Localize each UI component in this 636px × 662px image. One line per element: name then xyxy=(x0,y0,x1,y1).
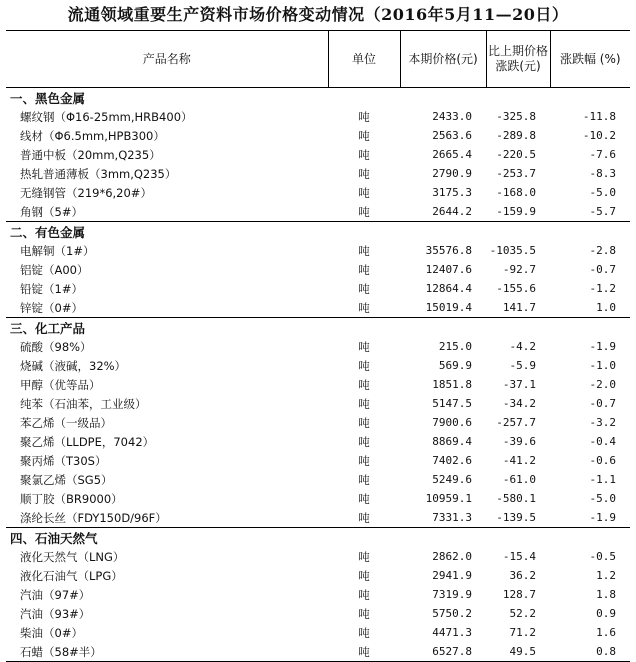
section-row xyxy=(6,222,630,242)
change-cell: -159.9 xyxy=(496,205,536,218)
price-cell: 8869.4 xyxy=(432,435,472,448)
table-row xyxy=(6,432,630,451)
price-cell: 7331.3 xyxy=(432,511,472,524)
product-name: 顺丁胶（BR9000） xyxy=(20,491,123,506)
product-name: 铝锭（A00） xyxy=(20,262,89,277)
product-name: 锌锭（0#） xyxy=(20,300,83,315)
unit-cell: 吨 xyxy=(358,166,370,181)
pct-cell: -5.0 xyxy=(589,492,616,505)
change-cell: 128.7 xyxy=(502,588,536,601)
header-change: 比上期价格涨跌(元) xyxy=(486,31,550,88)
pct-cell: -10.2 xyxy=(582,129,616,142)
table-body xyxy=(6,88,630,662)
page-title: 流通领域重要生产资料市场价格变动情况（2016年5月11—20日） xyxy=(67,5,569,24)
product-name: 汽油（93#） xyxy=(20,606,91,621)
change-cell: -155.6 xyxy=(496,282,536,295)
unit-cell: 吨 xyxy=(358,472,370,487)
table-row xyxy=(6,164,630,183)
pct-cell: -0.6 xyxy=(589,454,616,467)
product-name: 液化天然气（LNG） xyxy=(20,549,125,564)
section-row xyxy=(6,318,630,338)
unit-cell: 吨 xyxy=(358,396,370,411)
pct-cell: -1.2 xyxy=(589,282,616,295)
pct-cell: -8.3 xyxy=(589,167,616,180)
pct-cell: -0.4 xyxy=(589,435,616,448)
unit-cell: 吨 xyxy=(358,358,370,373)
table-row xyxy=(6,375,630,394)
change-cell: -168.0 xyxy=(496,186,536,199)
unit-cell: 吨 xyxy=(358,243,370,258)
product-name: 聚丙烯（T30S） xyxy=(20,453,107,468)
pct-cell: -1.0 xyxy=(589,359,616,372)
pct-cell: -11.8 xyxy=(582,110,616,123)
price-cell: 2644.2 xyxy=(432,205,472,218)
table-row xyxy=(6,279,630,298)
change-cell: -289.8 xyxy=(496,129,536,142)
price-cell: 15019.4 xyxy=(425,301,472,314)
unit-cell: 吨 xyxy=(358,568,370,583)
section-row xyxy=(6,88,630,108)
table-row xyxy=(6,642,630,662)
header-name: 产品名称 xyxy=(6,31,328,88)
unit-cell: 吨 xyxy=(358,147,370,162)
price-cell: 2433.0 xyxy=(432,110,472,123)
pct-cell: -2.0 xyxy=(589,378,616,391)
price-cell: 7319.9 xyxy=(432,588,472,601)
pct-cell: -5.7 xyxy=(589,205,616,218)
product-name: 铅锭（1#） xyxy=(20,281,83,296)
change-cell: -580.1 xyxy=(496,492,536,505)
price-cell: 215.0 xyxy=(438,340,472,353)
product-name: 石蜡（58#半） xyxy=(6,642,328,662)
unit-cell: 吨 xyxy=(358,185,370,200)
change-cell: -34.2 xyxy=(502,397,536,410)
product-name: 角钢（5#） xyxy=(20,204,83,219)
unit-cell: 吨 xyxy=(358,109,370,124)
change-cell: -325.8 xyxy=(496,110,536,123)
product-name: 热轧普通薄板（3mm,Q235） xyxy=(20,166,177,181)
pct-cell: 1.8 xyxy=(596,588,616,601)
table-row xyxy=(6,337,630,356)
table-row xyxy=(6,470,630,489)
table-row xyxy=(6,145,630,164)
pct-cell: -1.1 xyxy=(589,473,616,486)
unit-cell: 吨 xyxy=(358,262,370,277)
unit-cell: 吨 xyxy=(358,128,370,143)
product-name: 普通中板（20mm,Q235） xyxy=(20,147,161,162)
product-name: 涤纶长丝（FDY150D/96F） xyxy=(20,510,167,525)
table-row xyxy=(6,451,630,470)
unit-cell: 吨 xyxy=(358,453,370,468)
price-cell: 5750.2 xyxy=(432,607,472,620)
unit-cell: 吨 xyxy=(358,300,370,315)
pct-cell: 1.2 xyxy=(596,569,616,582)
product-name: 汽油（97#） xyxy=(20,587,91,602)
product-name: 聚乙烯（LLDPE，7042） xyxy=(20,434,155,449)
unit-cell: 吨 xyxy=(328,642,400,662)
pct-cell: 1.6 xyxy=(596,626,616,639)
pct-cell: -1.9 xyxy=(589,511,616,524)
change-cell: -41.2 xyxy=(502,454,536,467)
table-row xyxy=(6,489,630,508)
product-name: 纯苯（石油苯，工业级） xyxy=(20,396,147,411)
product-name: 聚氯乙烯（SG5） xyxy=(20,472,113,487)
table-row xyxy=(6,413,630,432)
price-cell: 1851.8 xyxy=(432,378,472,391)
section-label: 一、黑色金属 xyxy=(10,90,86,106)
product-name: 线材（Φ6.5mm,HPB300） xyxy=(20,128,165,143)
change-cell: -1035.5 xyxy=(489,244,536,257)
price-cell: 3175.3 xyxy=(432,186,472,199)
price-cell: 10959.1 xyxy=(425,492,472,505)
change-cell: -220.5 xyxy=(496,148,536,161)
price-cell: 7402.6 xyxy=(432,454,472,467)
price-cell: 5249.6 xyxy=(432,473,472,486)
unit-cell: 吨 xyxy=(358,434,370,449)
product-name: 柴油（0#） xyxy=(20,625,83,640)
change-cell: -139.5 xyxy=(496,511,536,524)
change-cell: 141.7 xyxy=(502,301,536,314)
pct-cell: -7.6 xyxy=(589,148,616,161)
price-cell: 12407.6 xyxy=(425,263,472,276)
unit-cell: 吨 xyxy=(358,510,370,525)
price-cell: 2790.9 xyxy=(432,167,472,180)
price-table xyxy=(6,30,630,662)
product-name: 甲醇（优等品） xyxy=(20,377,101,392)
product-name: 硫酸（98%） xyxy=(20,339,92,354)
pct-cell: -5.0 xyxy=(589,186,616,199)
change-cell: -39.6 xyxy=(502,435,536,448)
product-name: 苯乙烯（一级品） xyxy=(20,415,112,430)
table-row xyxy=(6,585,630,604)
change-cell: -37.1 xyxy=(502,378,536,391)
unit-cell: 吨 xyxy=(358,204,370,219)
change-cell: 71.2 xyxy=(509,626,536,639)
product-name: 电解铜（1#） xyxy=(20,243,95,258)
product-name: 无缝钢管（219*6,20#） xyxy=(20,185,152,200)
table-row xyxy=(6,566,630,585)
header-price: 本期价格(元) xyxy=(400,31,486,88)
price-cell: 5147.5 xyxy=(432,397,472,410)
change-cell: 52.2 xyxy=(509,607,536,620)
table-row xyxy=(6,604,630,623)
price-cell: 35576.8 xyxy=(425,244,472,257)
change-cell: -61.0 xyxy=(502,473,536,486)
product-name: 螺纹钢（Φ16-25mm,HRB400） xyxy=(20,109,193,124)
price-cell: 12864.4 xyxy=(425,282,472,295)
header-unit: 单位 xyxy=(328,31,400,88)
pct-cell: -2.8 xyxy=(589,244,616,257)
unit-cell: 吨 xyxy=(358,587,370,602)
table-row xyxy=(6,623,630,642)
price-cell: 2941.9 xyxy=(432,569,472,582)
table-row xyxy=(6,260,630,279)
pct-cell: -0.7 xyxy=(589,397,616,410)
section-row xyxy=(6,528,630,548)
pct-cell: 0.9 xyxy=(596,607,616,620)
unit-cell: 吨 xyxy=(358,549,370,564)
table-row xyxy=(6,107,630,126)
section-label: 三、化工产品 xyxy=(6,318,630,338)
price-cell: 2563.6 xyxy=(432,129,472,142)
table-header xyxy=(6,31,630,88)
change-cell: 49.5 xyxy=(486,642,550,662)
unit-cell: 吨 xyxy=(358,625,370,640)
price-cell: 4471.3 xyxy=(432,626,472,639)
change-cell: -92.7 xyxy=(502,263,536,276)
table-row xyxy=(6,394,630,413)
table-row xyxy=(6,126,630,145)
change-cell: -15.4 xyxy=(502,550,536,563)
unit-cell: 吨 xyxy=(358,415,370,430)
price-cell: 2665.4 xyxy=(432,148,472,161)
product-name: 烧碱（液碱，32%） xyxy=(20,358,127,373)
table-row xyxy=(6,356,630,375)
price-cell: 7900.6 xyxy=(432,416,472,429)
pct-cell: -3.2 xyxy=(589,416,616,429)
unit-cell: 吨 xyxy=(358,377,370,392)
pct-cell: -1.9 xyxy=(589,340,616,353)
pct-cell: 0.8 xyxy=(550,642,630,662)
product-name: 液化石油气（LPG） xyxy=(20,568,123,583)
section-label: 四、石油天然气 xyxy=(6,528,630,548)
pct-cell: -0.5 xyxy=(589,550,616,563)
change-cell: -4.2 xyxy=(509,340,536,353)
pct-cell: -0.7 xyxy=(589,263,616,276)
pct-cell: 1.0 xyxy=(596,301,616,314)
header-pct: 涨跌幅 (%) xyxy=(550,31,630,88)
table-row xyxy=(6,183,630,202)
price-cell: 569.9 xyxy=(438,359,472,372)
section-label: 二、有色金属 xyxy=(6,222,630,242)
table-row xyxy=(6,202,630,222)
unit-cell: 吨 xyxy=(358,339,370,354)
table-row xyxy=(6,298,630,318)
table-row xyxy=(6,508,630,528)
price-cell: 6527.8 xyxy=(400,642,486,662)
change-cell: -5.9 xyxy=(509,359,536,372)
unit-cell: 吨 xyxy=(358,281,370,296)
change-cell: -253.7 xyxy=(496,167,536,180)
table-row xyxy=(6,241,630,260)
table-row xyxy=(6,547,630,566)
change-cell: -257.7 xyxy=(496,416,536,429)
price-cell: 2862.0 xyxy=(432,550,472,563)
change-cell: 36.2 xyxy=(509,569,536,582)
unit-cell: 吨 xyxy=(358,606,370,621)
unit-cell: 吨 xyxy=(358,491,370,506)
